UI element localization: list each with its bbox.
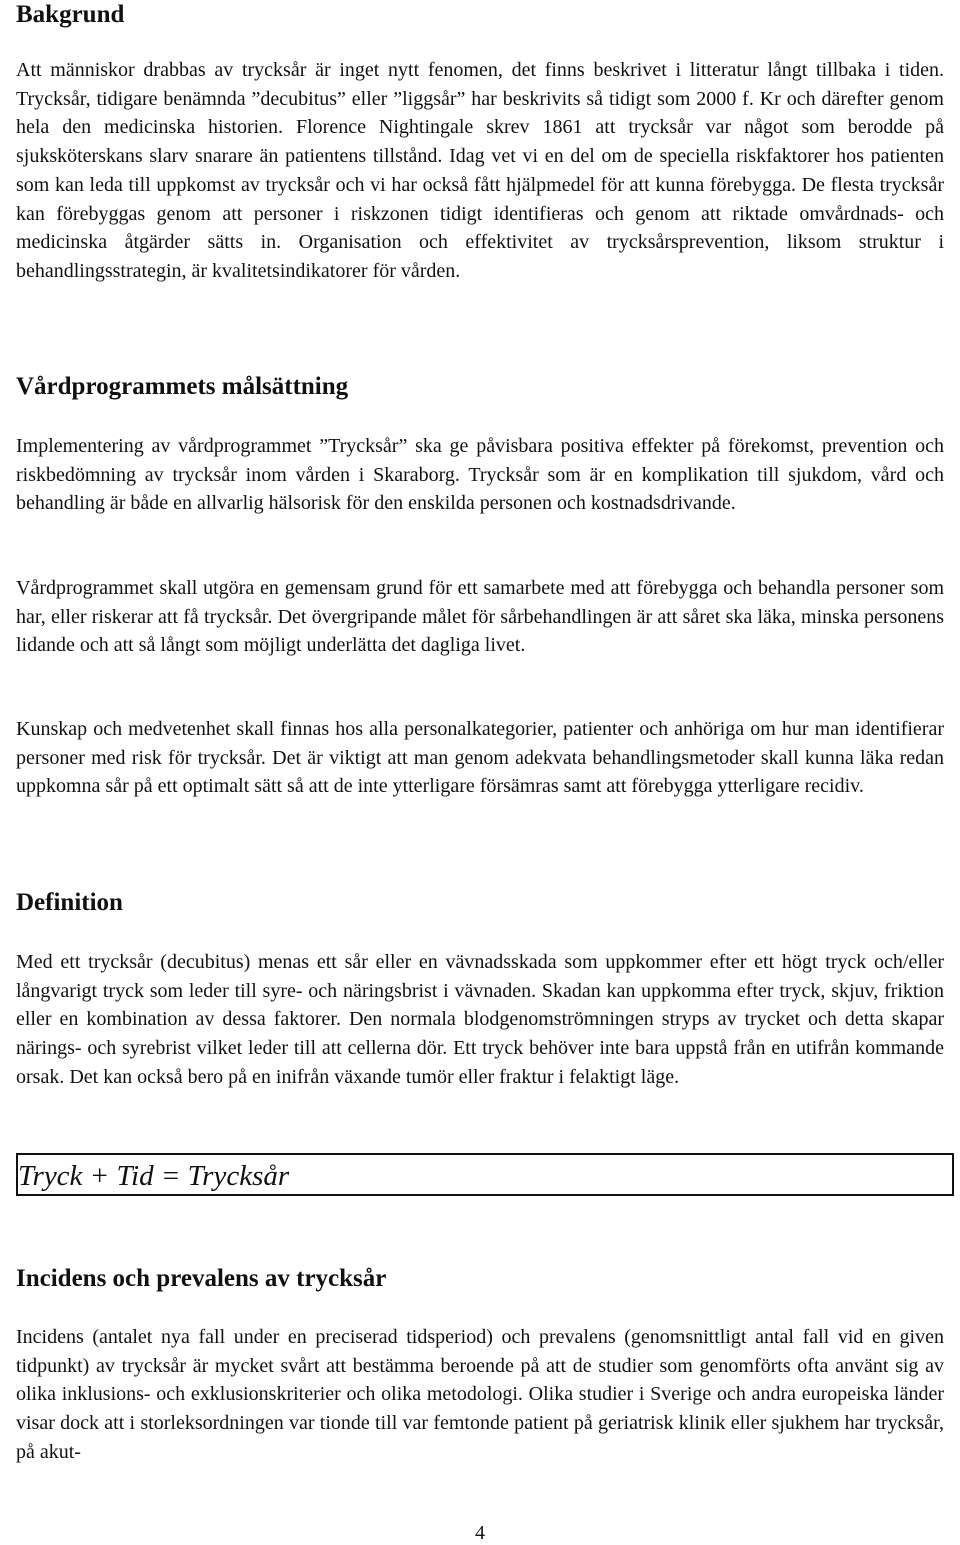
paragraph-bakgrund: Att människor drabbas av trycksår är inget nytt fenomen, det finns beskrivet i litteratur långt tillbaka i tiden. Trycksår, tidigare benämnda ”decubitus” eller ”liggsår” har beskrivits så tidigt som 2000 f. Kr och därefter genom hela den medicinska historien. Florence Nightingale skrev 1861 att trycksår var något som berodde på sjuksköterskans slarv snarare än patientens tillstånd. Idag vet vi en del om de speciella riskfaktorer hos patienten som kan leda till uppkomst av trycksår och vi har också fått hjälpmedel för att kunna förebygga. De flesta trycksår kan förebyggas genom att personer i riskzonen tidigt identifieras och genom att riktade omvårdnads- och medicinska åtgärder sätts in. Organisation och effektivitet av trycksårsprevention, liksom struktur i behandlingsstrategin, är kvalitetsindikatorer för vården.: [16, 59, 944, 282]
heading-bakgrund: Bakgrund: [16, 1, 125, 28]
formula-box: [16, 1153, 954, 1196]
paragraph-malsattning-3: Kunskap och medvetenhet skall finnas hos alla personalkategorier, patienter och anhöriga om hur man identifierar personer med risk för trycksår. Det är viktigt att man genom adekvata behandlingsmetoder skall kunna läka redan uppkomna sår på ett optimalt sätt så att de inte ytterligare försämras samt att förebygga ytterligare recidiv.: [16, 718, 944, 798]
formula-text: Tryck + Tid = Trycksår: [18, 1160, 290, 1192]
paragraph-malsattning-1: Implementering av vårdprogrammet ”Trycksår” ska ge påvisbara positiva effekter på förekomst, prevention och riskbedömning av trycksår inom vården i Skaraborg. Trycksår som är en komplikation till sjukdom, vård och behandling är både en allvarlig hälsorisk för den enskilda personen och kostnadsdrivande.: [16, 435, 944, 515]
heading-incidens: Incidens och prevalens av trycksår: [16, 1265, 387, 1292]
paragraph-malsattning-2: Vårdprogrammet skall utgöra en gemensam grund för ett samarbete med att förebygga och behandla personer som har, eller riskerar att få trycksår. Det övergripande målet för sårbehandlingen är att såret ska läka, minska personens lidande och att så långt som möjligt underlätta det dagliga livet.: [16, 577, 944, 657]
paragraph-incidens: Incidens (antalet nya fall under en preciserad tidsperiod) och prevalens (genomsnittligt antal fall vid en given tidpunkt) av trycksår är mycket svårt att bestämma beroende på att de studier som genomförts ofta använt sig av olika inklusions- och exklusionskriterier och olika metodologi. Olika studier i Sverige och andra europeiska länder visar dock att i storleksordningen var tionde till var femtonde patient på geriatrisk klinik eller sjukhem har trycksår, på akut-: [16, 1326, 944, 1463]
page-number: 4: [475, 1522, 485, 1544]
paragraph-definition: Med ett trycksår (decubitus) menas ett sår eller en vävnadsskada som uppkommer efter ett högt tryck och/eller långvarigt tryck som leder till syre- och näringsbrist i vävnaden. Skadan kan uppkomma efter tryck, skjuv, friktion eller en kombination av dessa faktorer. Den normala blodgenomströmningen stryps av trycket och detta skapar närings- och syrebrist vilket leder till att cellerna dör. Ett tryck behöver inte bara uppstå från en utifrån kommande orsak. Det kan också bero på en inifrån växande tumör eller fraktur i felaktigt läge.: [16, 951, 944, 1088]
heading-malsattning: Vårdprogrammets målsättning: [16, 373, 349, 400]
heading-definition: Definition: [16, 889, 123, 916]
